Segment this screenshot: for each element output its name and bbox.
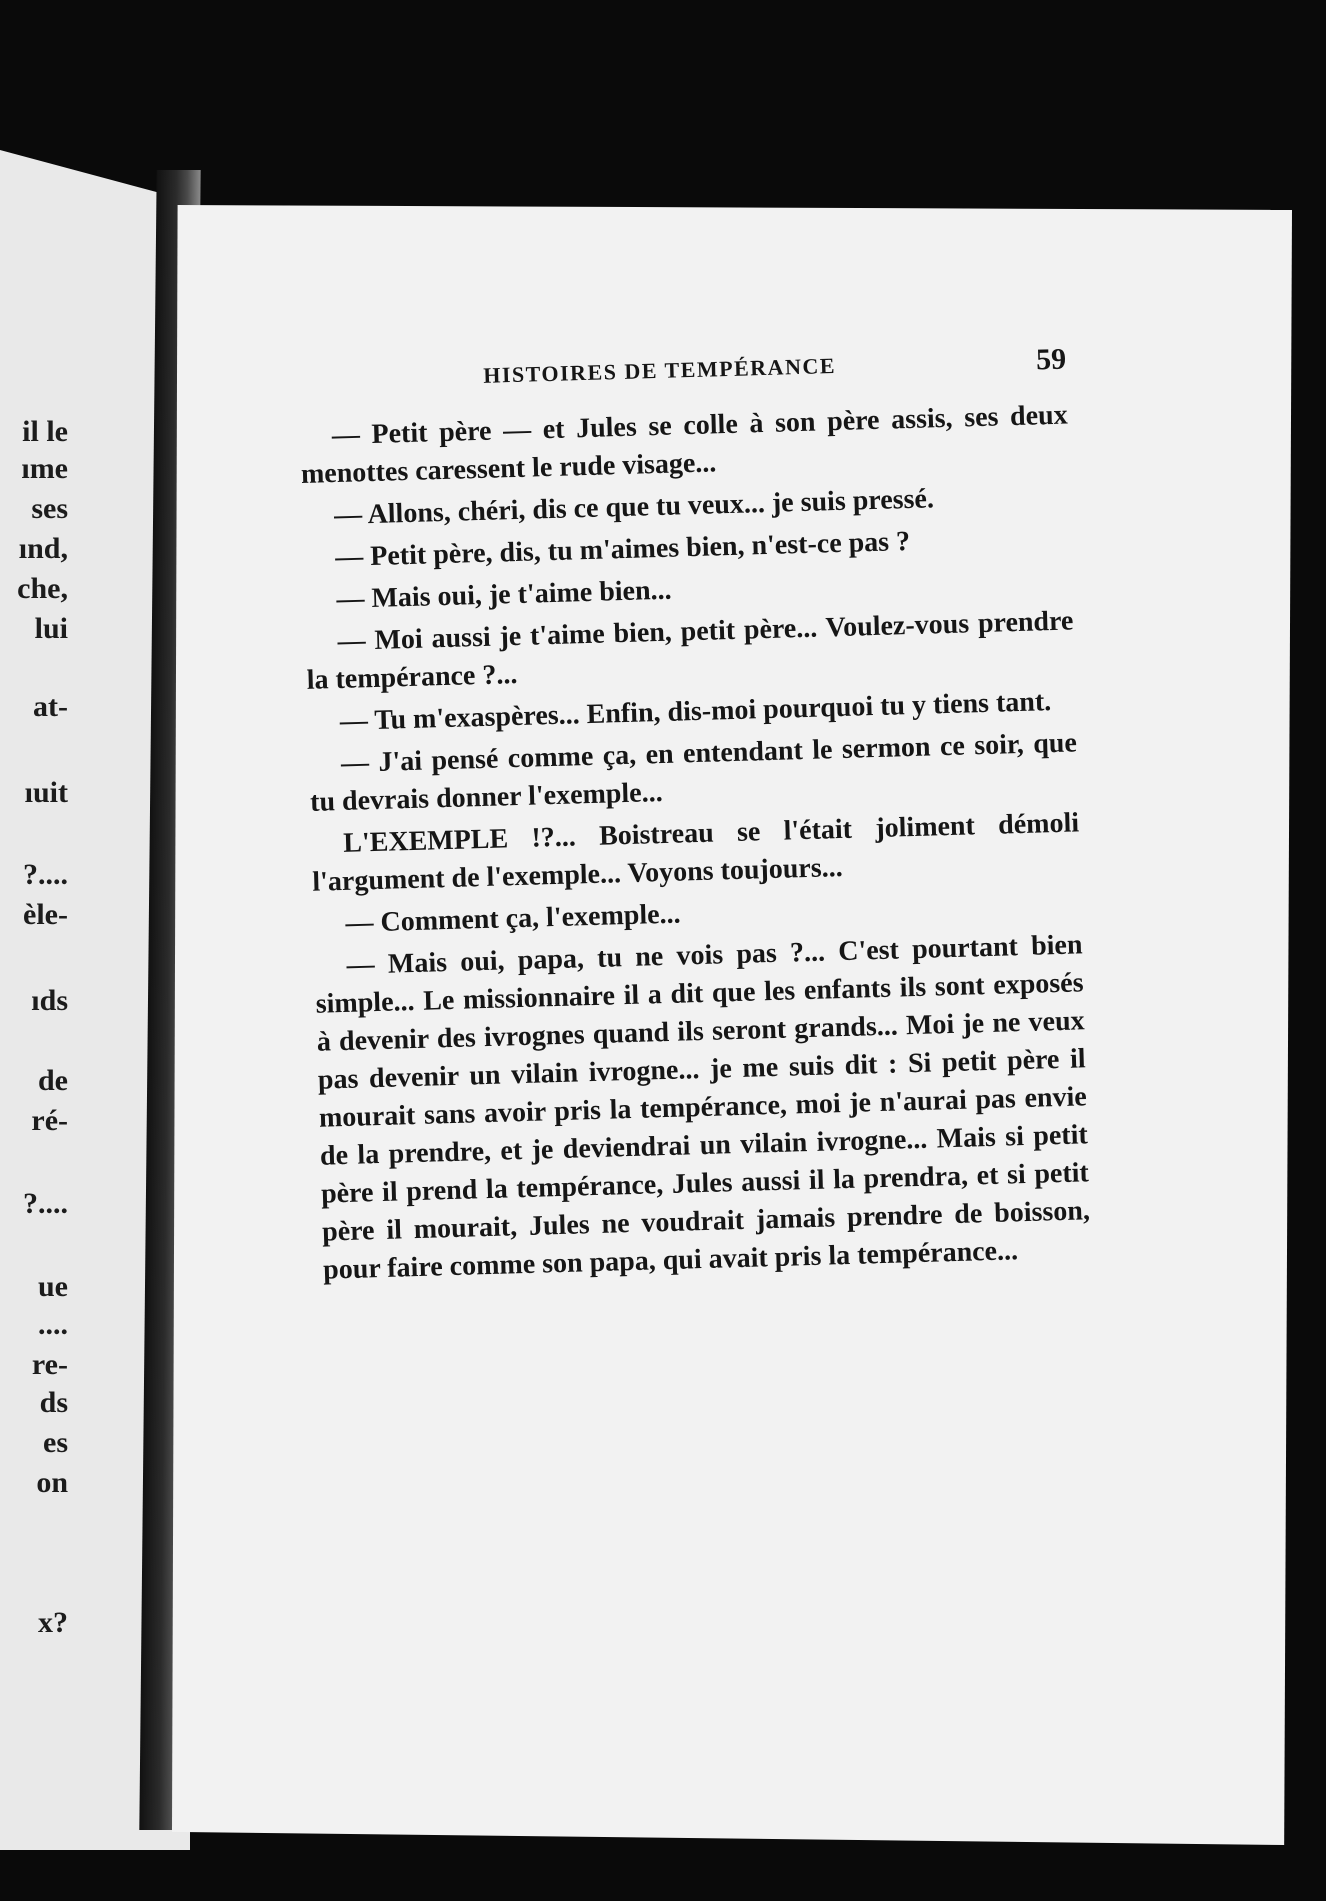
paragraph: — Moi aussi je t'aime bien, petit père... Voulez-vous prendre la tempérance ?... (306, 605, 1074, 696)
previous-page-fragment: ds (39, 1386, 68, 1419)
paragraph: — Petit père — et Jules se colle à son père assis, ses deux menottes caressent le rude visage... (300, 399, 1069, 490)
previous-page-fragment: lui (34, 612, 68, 645)
paragraph: — Tu m'exaspères... Enfin, dis-moi pourquoi tu y tiens tant. (339, 686, 1052, 737)
previous-page-fragment: ses (31, 492, 68, 525)
paragraph: — Mais oui, papa, tu ne vois pas ?... C'est pourtant bien simple... Le missionnaire il a dit que les enfants ils sont exposés à devenir des ivrognes quand ils seront grands... Moi je ne veux pas devenir un vilain ivrogne... je me suis dit : Si petit père il mourait sans avoir pris la tempérance, moi je n'aurai pas envie de la prendre, et je deviendrai un vilain ivrogne... Mais si petit père il prend la tempérance, Jules aussi il la prendra, et si petit père il mourait, Jules ne voudrait jamais prendre de boisson, pour faire comme son papa, qui avait pris la tempérance... (315, 929, 1091, 1286)
previous-page-fragment: ıds (31, 984, 68, 1017)
previous-page-fragment: on (36, 1466, 68, 1499)
paragraph: — J'ai pensé comme ça, en entendant le sermon ce soir, que tu devrais donner l'exemple... (309, 727, 1078, 818)
previous-page-fragment: re- (31, 1348, 68, 1381)
paragraph: — Petit père, dis, tu m'aimes bien, n'est-ce pas ? (334, 525, 911, 574)
running-title: HISTOIRES DE TEMPÉRANCE (482, 352, 837, 388)
previous-page-fragment: ue (38, 1270, 68, 1303)
paragraph: — Allons, chéri, dis ce que tu veux... je suis pressé. (333, 483, 935, 532)
previous-page-fragment: de (38, 1064, 68, 1097)
previous-page-fragment: ıme (21, 452, 68, 485)
page-number: 59 (1035, 342, 1067, 377)
paragraph: — Mais oui, je t'aime bien... (336, 574, 672, 616)
paragraph: — Comment ça, l'exemple... (345, 898, 681, 939)
page-content (298, 342, 1092, 1294)
previous-page-fragment: at- (33, 690, 68, 723)
previous-page-fragment: il le (22, 415, 68, 448)
previous-page-fragment: èle- (23, 898, 68, 931)
previous-page-fragment: ?.... (23, 1187, 68, 1220)
paragraph: L'EXEMPLE !?... Boistreau se l'était joliment démoli l'argument de l'exemple... Voyons toujours... (311, 807, 1080, 898)
previous-page-fragment: che, (17, 572, 68, 605)
previous-page-fragment: ıuit (24, 776, 68, 809)
previous-page-fragment: x? (38, 1606, 68, 1639)
previous-page-fragment: es (43, 1426, 68, 1459)
previous-page-fragment: ınd, (18, 532, 68, 565)
previous-page-fragment: ré- (31, 1104, 68, 1137)
previous-page-fragment: ?.... (23, 858, 68, 891)
previous-page-fragment: .... (38, 1308, 68, 1341)
